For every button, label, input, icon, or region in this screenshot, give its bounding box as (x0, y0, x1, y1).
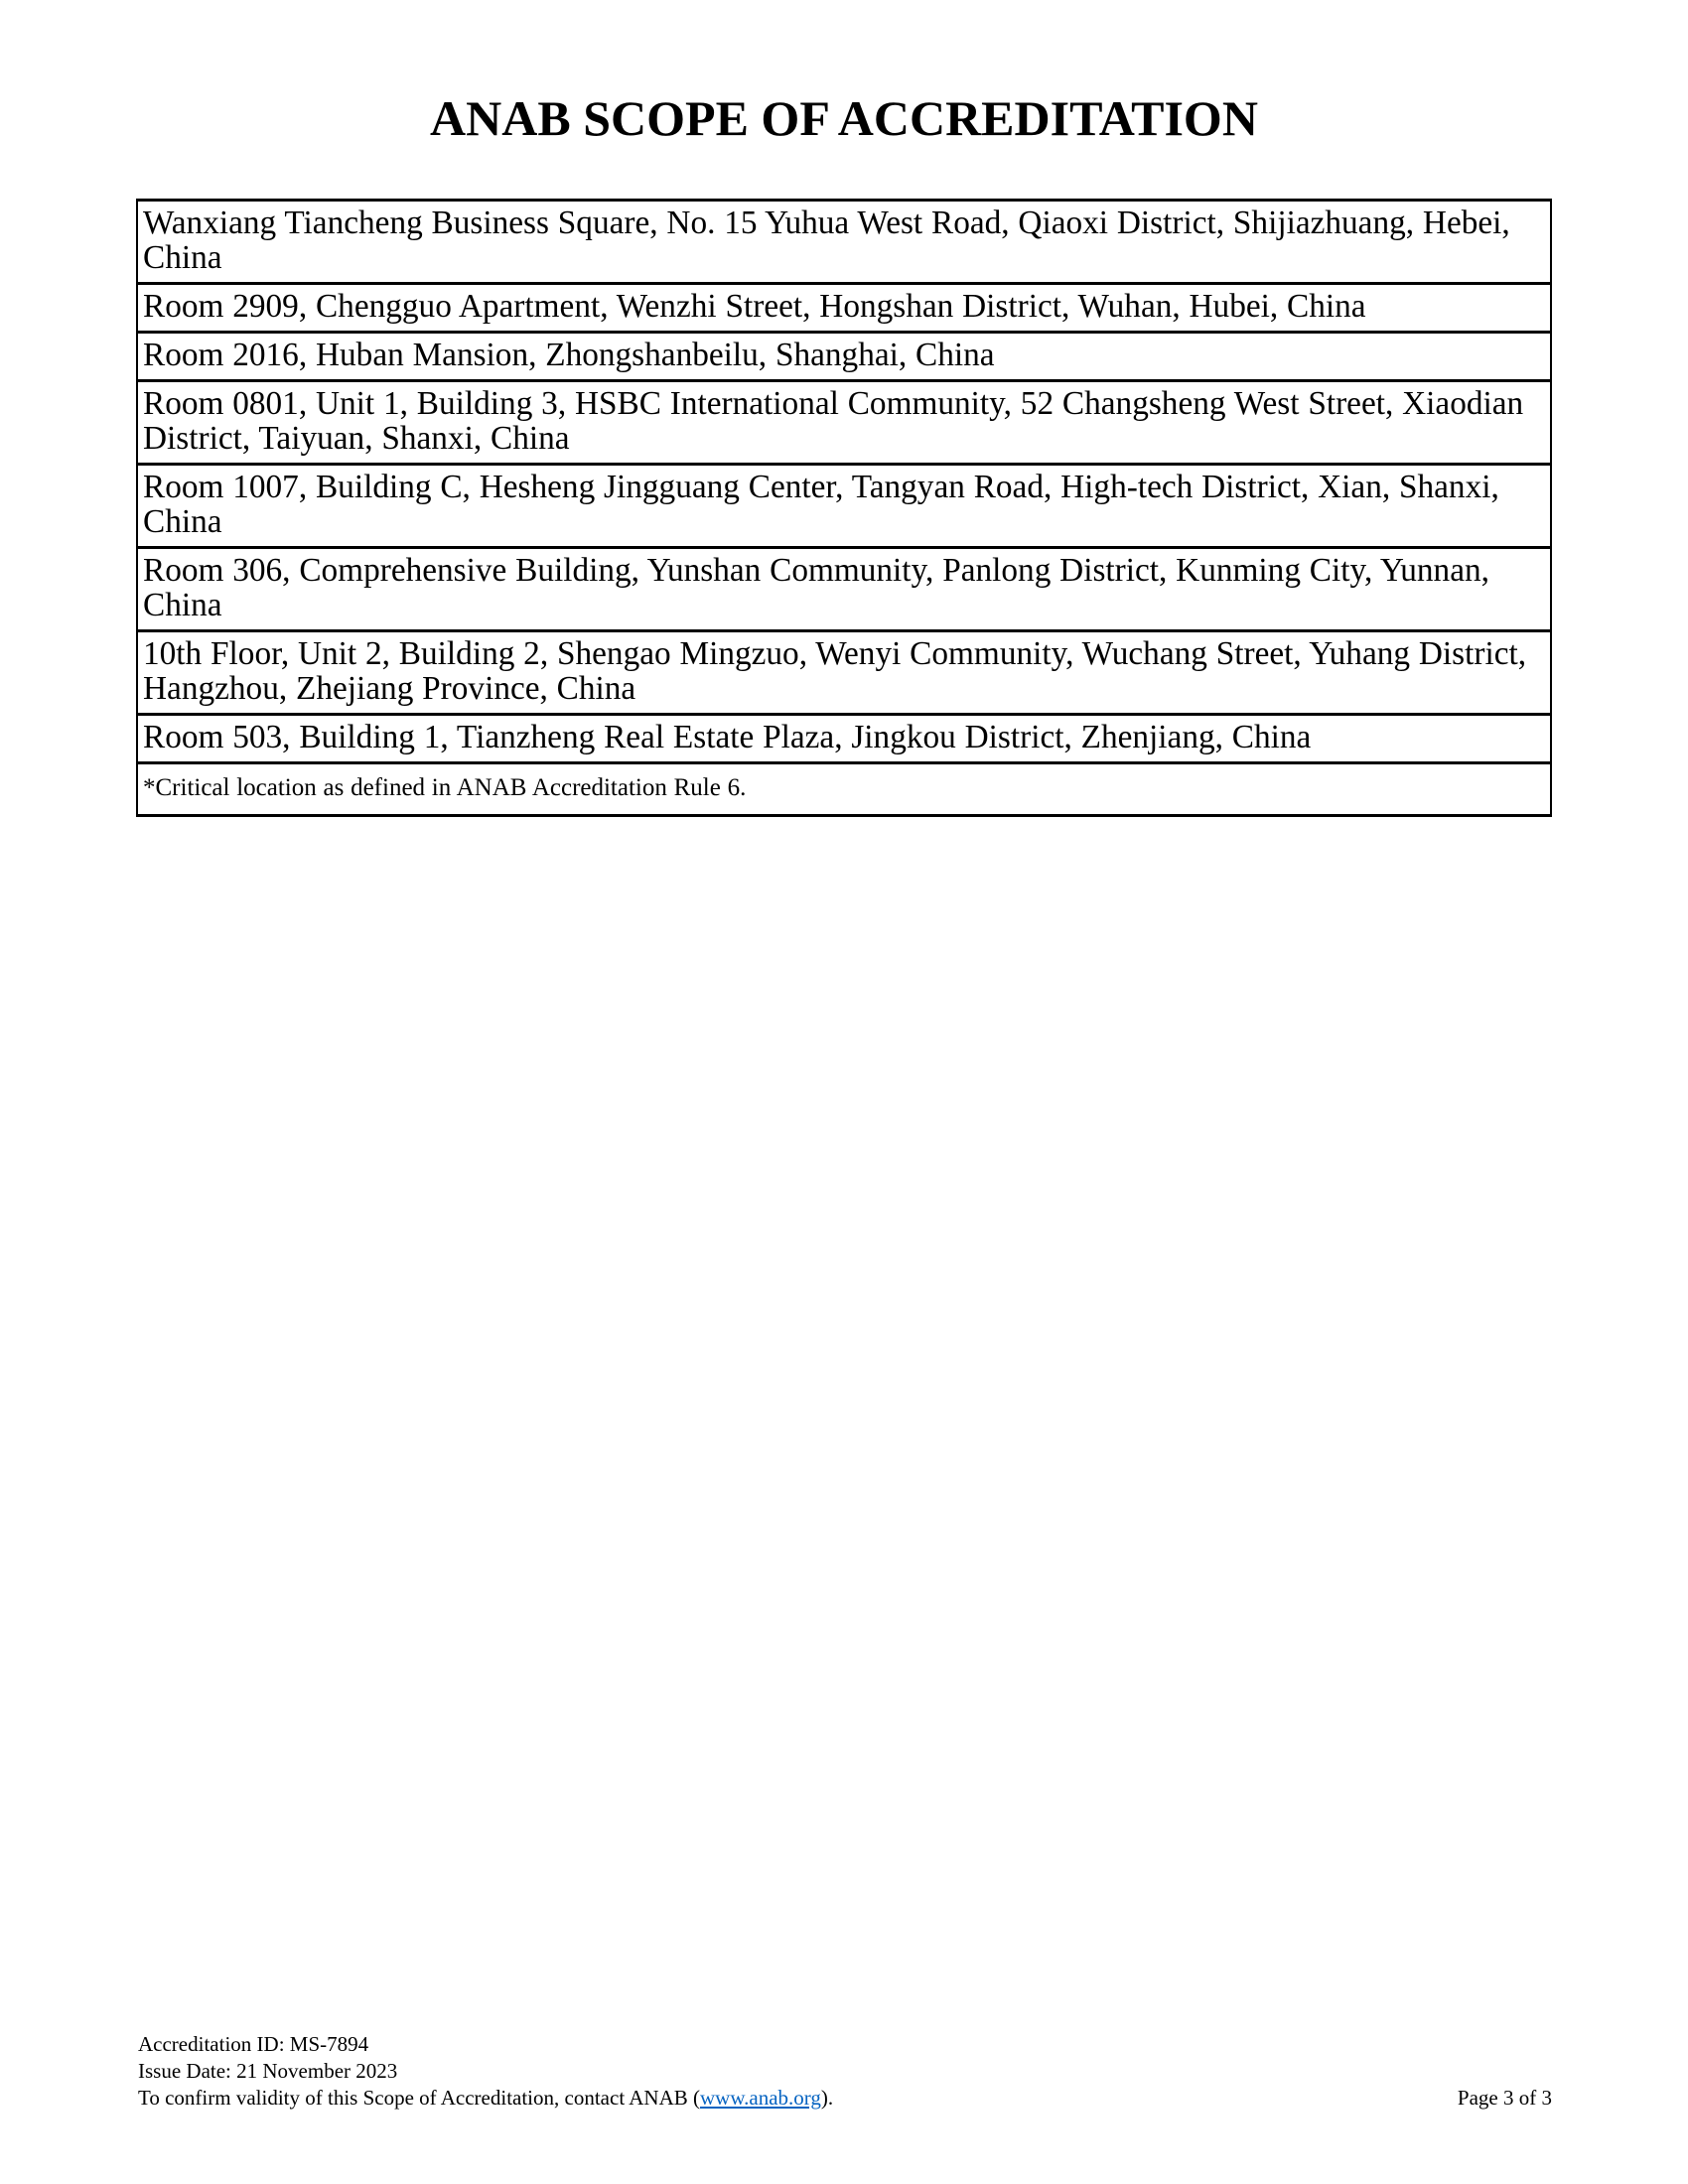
table-row (137, 333, 1551, 381)
anab-website-link[interactable]: www.anab.org (700, 2086, 821, 2110)
table-row (137, 548, 1551, 631)
confirm-text-prefix: To confirm validity of this Scope of Accreditation, contact ANAB ( (138, 2086, 700, 2110)
page-title: ANAB SCOPE OF ACCREDITATION (430, 90, 1258, 146)
footnote-cell: *Critical location as defined in ANAB Accreditation Rule 6. (137, 763, 1551, 816)
location-cell: 10th Floor, Unit 2, Building 2, Shengao Mingzuo, Wenyi Community, Wuchang Street, Yuhang District, Hangzhou, Zhejiang Province, China (137, 631, 1551, 715)
table-row (137, 284, 1551, 333)
location-cell: Room 2016, Huban Mansion, Zhongshanbeilu, Shanghai, China (137, 333, 1551, 381)
table-row (137, 465, 1551, 548)
page-number: Page 3 of 3 (1457, 2086, 1552, 2110)
page-footer (138, 2031, 1552, 2112)
footnote-row (137, 763, 1551, 816)
location-cell: Room 1007, Building C, Hesheng Jingguang Center, Tangyan Road, High-tech District, Xian, Shanxi, China (137, 465, 1551, 548)
locations-table (136, 199, 1552, 817)
table-row (137, 201, 1551, 284)
confirm-text-suffix: ). (820, 2086, 834, 2110)
confirm-validity-line (138, 2085, 1552, 2112)
location-cell: Room 306, Comprehensive Building, Yunshan Community, Panlong District, Kunming City, Yunnan, China (137, 548, 1551, 631)
location-cell: Room 503, Building 1, Tianzheng Real Estate Plaza, Jingkou District, Zhenjiang, China (137, 715, 1551, 763)
accreditation-id-line: Accreditation ID: MS-7894 (138, 2032, 369, 2056)
table-row (137, 715, 1551, 763)
location-cell: Room 0801, Unit 1, Building 3, HSBC International Community, 52 Changsheng West Street, Xiaodian District, Taiyuan, Shanxi, China (137, 381, 1551, 465)
table-row (137, 631, 1551, 715)
location-cell: Room 2909, Chengguo Apartment, Wenzhi Street, Hongshan District, Wuhan, Hubei, China (137, 284, 1551, 333)
table-row (137, 381, 1551, 465)
issue-date-line: Issue Date: 21 November 2023 (138, 2059, 398, 2083)
location-cell: Wanxiang Tiancheng Business Square, No. 15 Yuhua West Road, Qiaoxi District, Shijiazhuang, Hebei, China (137, 201, 1551, 284)
